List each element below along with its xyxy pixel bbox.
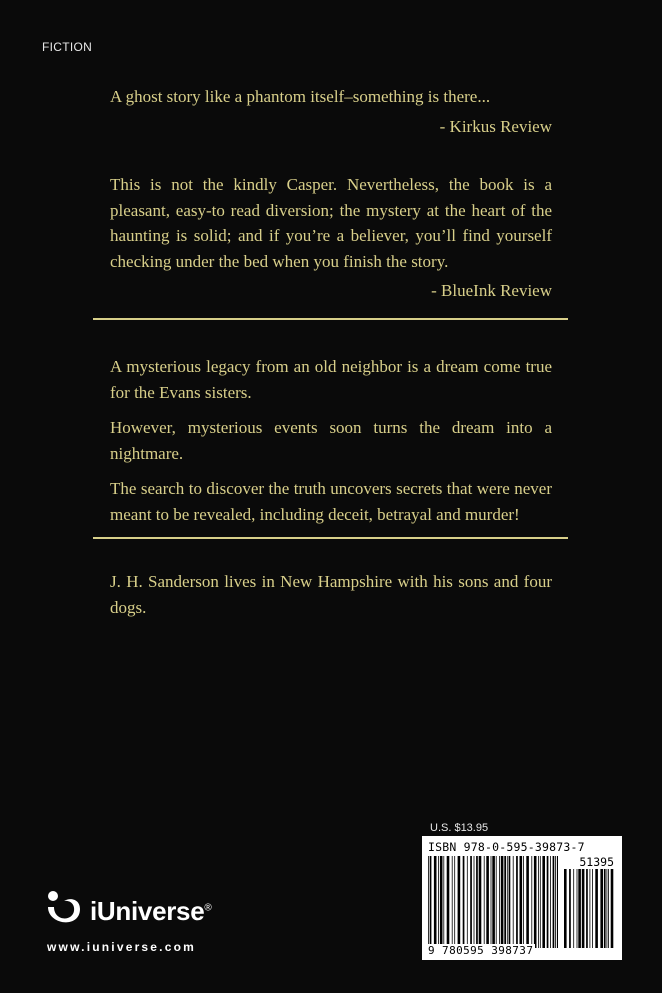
review-kirkus bbox=[110, 84, 552, 139]
price-label: U.S. $13.95 bbox=[430, 822, 489, 834]
barcode-bar bbox=[555, 856, 556, 948]
barcode-bar bbox=[557, 856, 558, 948]
barcode-bar bbox=[486, 856, 489, 948]
barcode-bar bbox=[474, 856, 475, 948]
barcode-bar bbox=[520, 856, 523, 948]
barcode-bar bbox=[540, 856, 541, 948]
barcode-bar bbox=[531, 856, 532, 948]
barcode-bar bbox=[590, 869, 591, 948]
publisher-website: www.iuniverse.com bbox=[47, 940, 196, 954]
barcode-bar bbox=[509, 856, 511, 948]
publisher-logo bbox=[44, 885, 211, 937]
barcode-bar bbox=[516, 856, 518, 948]
barcode-bar bbox=[496, 856, 497, 948]
divider-rule bbox=[93, 537, 568, 539]
barcode-bar bbox=[443, 856, 444, 948]
barcode-bar bbox=[523, 856, 524, 948]
publisher-name: iUniverse bbox=[90, 895, 205, 926]
barcode-bar bbox=[484, 856, 485, 948]
barcode-addon-bars bbox=[564, 869, 614, 948]
review-source: - BlueInk Review bbox=[431, 281, 552, 300]
barcode-bar bbox=[611, 869, 614, 948]
barcode-bar bbox=[526, 856, 529, 948]
barcode-bar bbox=[479, 856, 482, 948]
barcode-bar bbox=[577, 869, 578, 948]
barcode-bar bbox=[438, 856, 439, 948]
synopsis-paragraph: A mysterious legacy from an old neighbor is a dream come true for the Evans sisters. bbox=[110, 357, 552, 402]
barcode-bar bbox=[458, 856, 461, 948]
barcode-bar bbox=[608, 869, 609, 948]
barcode-bar bbox=[534, 856, 537, 948]
barcode-bar bbox=[504, 856, 506, 948]
synopsis-paragraph: The search to discover the truth uncovers secrets that were never meant to be revealed, including deceit, betrayal and murder! bbox=[110, 479, 552, 524]
divider-rule bbox=[93, 318, 568, 320]
barcode-bar bbox=[454, 856, 455, 948]
barcode-bar bbox=[434, 856, 437, 948]
barcode-bar bbox=[538, 856, 539, 948]
barcode-bar bbox=[492, 856, 495, 948]
barcode-bar bbox=[507, 856, 508, 948]
barcode-bar bbox=[440, 856, 443, 948]
barcode-bar bbox=[607, 869, 608, 948]
review-blueink bbox=[110, 172, 552, 304]
synopsis bbox=[110, 354, 552, 537]
ean-number: 9 780595 398737 bbox=[428, 944, 534, 957]
barcode-bar bbox=[542, 856, 545, 948]
barcode-bar bbox=[499, 856, 500, 948]
review-quote: A ghost story like a phantom itself–something is there... bbox=[110, 87, 491, 106]
barcode-bar bbox=[604, 869, 606, 948]
barcode-bar bbox=[547, 856, 549, 948]
barcode-addon-number: 51395 bbox=[579, 855, 614, 869]
barcode-bar bbox=[582, 869, 585, 948]
barcode-bar bbox=[513, 856, 514, 948]
barcode-bar bbox=[600, 869, 603, 948]
barcode-bar bbox=[470, 856, 472, 948]
barcode-bar bbox=[452, 856, 453, 948]
barcode-bar bbox=[595, 869, 598, 948]
barcode-bar bbox=[463, 856, 465, 948]
barcode-bar bbox=[550, 856, 551, 948]
barcode-bar bbox=[553, 856, 555, 948]
barcode-bar bbox=[447, 856, 450, 948]
synopsis-paragraph: However, mysterious events soon turns the dream into a nightmare. bbox=[110, 418, 552, 463]
genre-label: FICTION bbox=[42, 40, 93, 54]
barcode-bar bbox=[501, 856, 504, 948]
barcode-bar bbox=[592, 869, 593, 948]
iuniverse-swirl-icon bbox=[44, 889, 84, 933]
barcode-bar bbox=[467, 856, 468, 948]
barcode-bar bbox=[578, 869, 581, 948]
review-quote: This is not the kindly Casper. Nevertheless, the book is a pleasant, easy-to read diversion; the mystery at the heart of the haunting is solid; and if you’re a believer, you’ll find yourself checking under the bed when you finish the story. bbox=[110, 175, 552, 271]
registered-mark: ® bbox=[204, 901, 212, 913]
barcode-bar bbox=[573, 869, 574, 948]
barcode-bar bbox=[586, 869, 588, 948]
barcode-bar bbox=[564, 869, 567, 948]
review-source: - Kirkus Review bbox=[439, 116, 552, 136]
barcode-main-bars bbox=[428, 856, 558, 948]
barcode-bar bbox=[491, 856, 492, 948]
isbn-text: ISBN 978-0-595-39873-7 bbox=[428, 840, 585, 854]
about-author: J. H. Sanderson lives in New Hampshire with his sons and four dogs. bbox=[110, 572, 552, 617]
barcode-bar bbox=[476, 856, 478, 948]
barcode bbox=[422, 836, 622, 960]
barcode-bar bbox=[569, 869, 571, 948]
barcode-bar bbox=[428, 856, 429, 948]
barcode-bar bbox=[430, 856, 432, 948]
